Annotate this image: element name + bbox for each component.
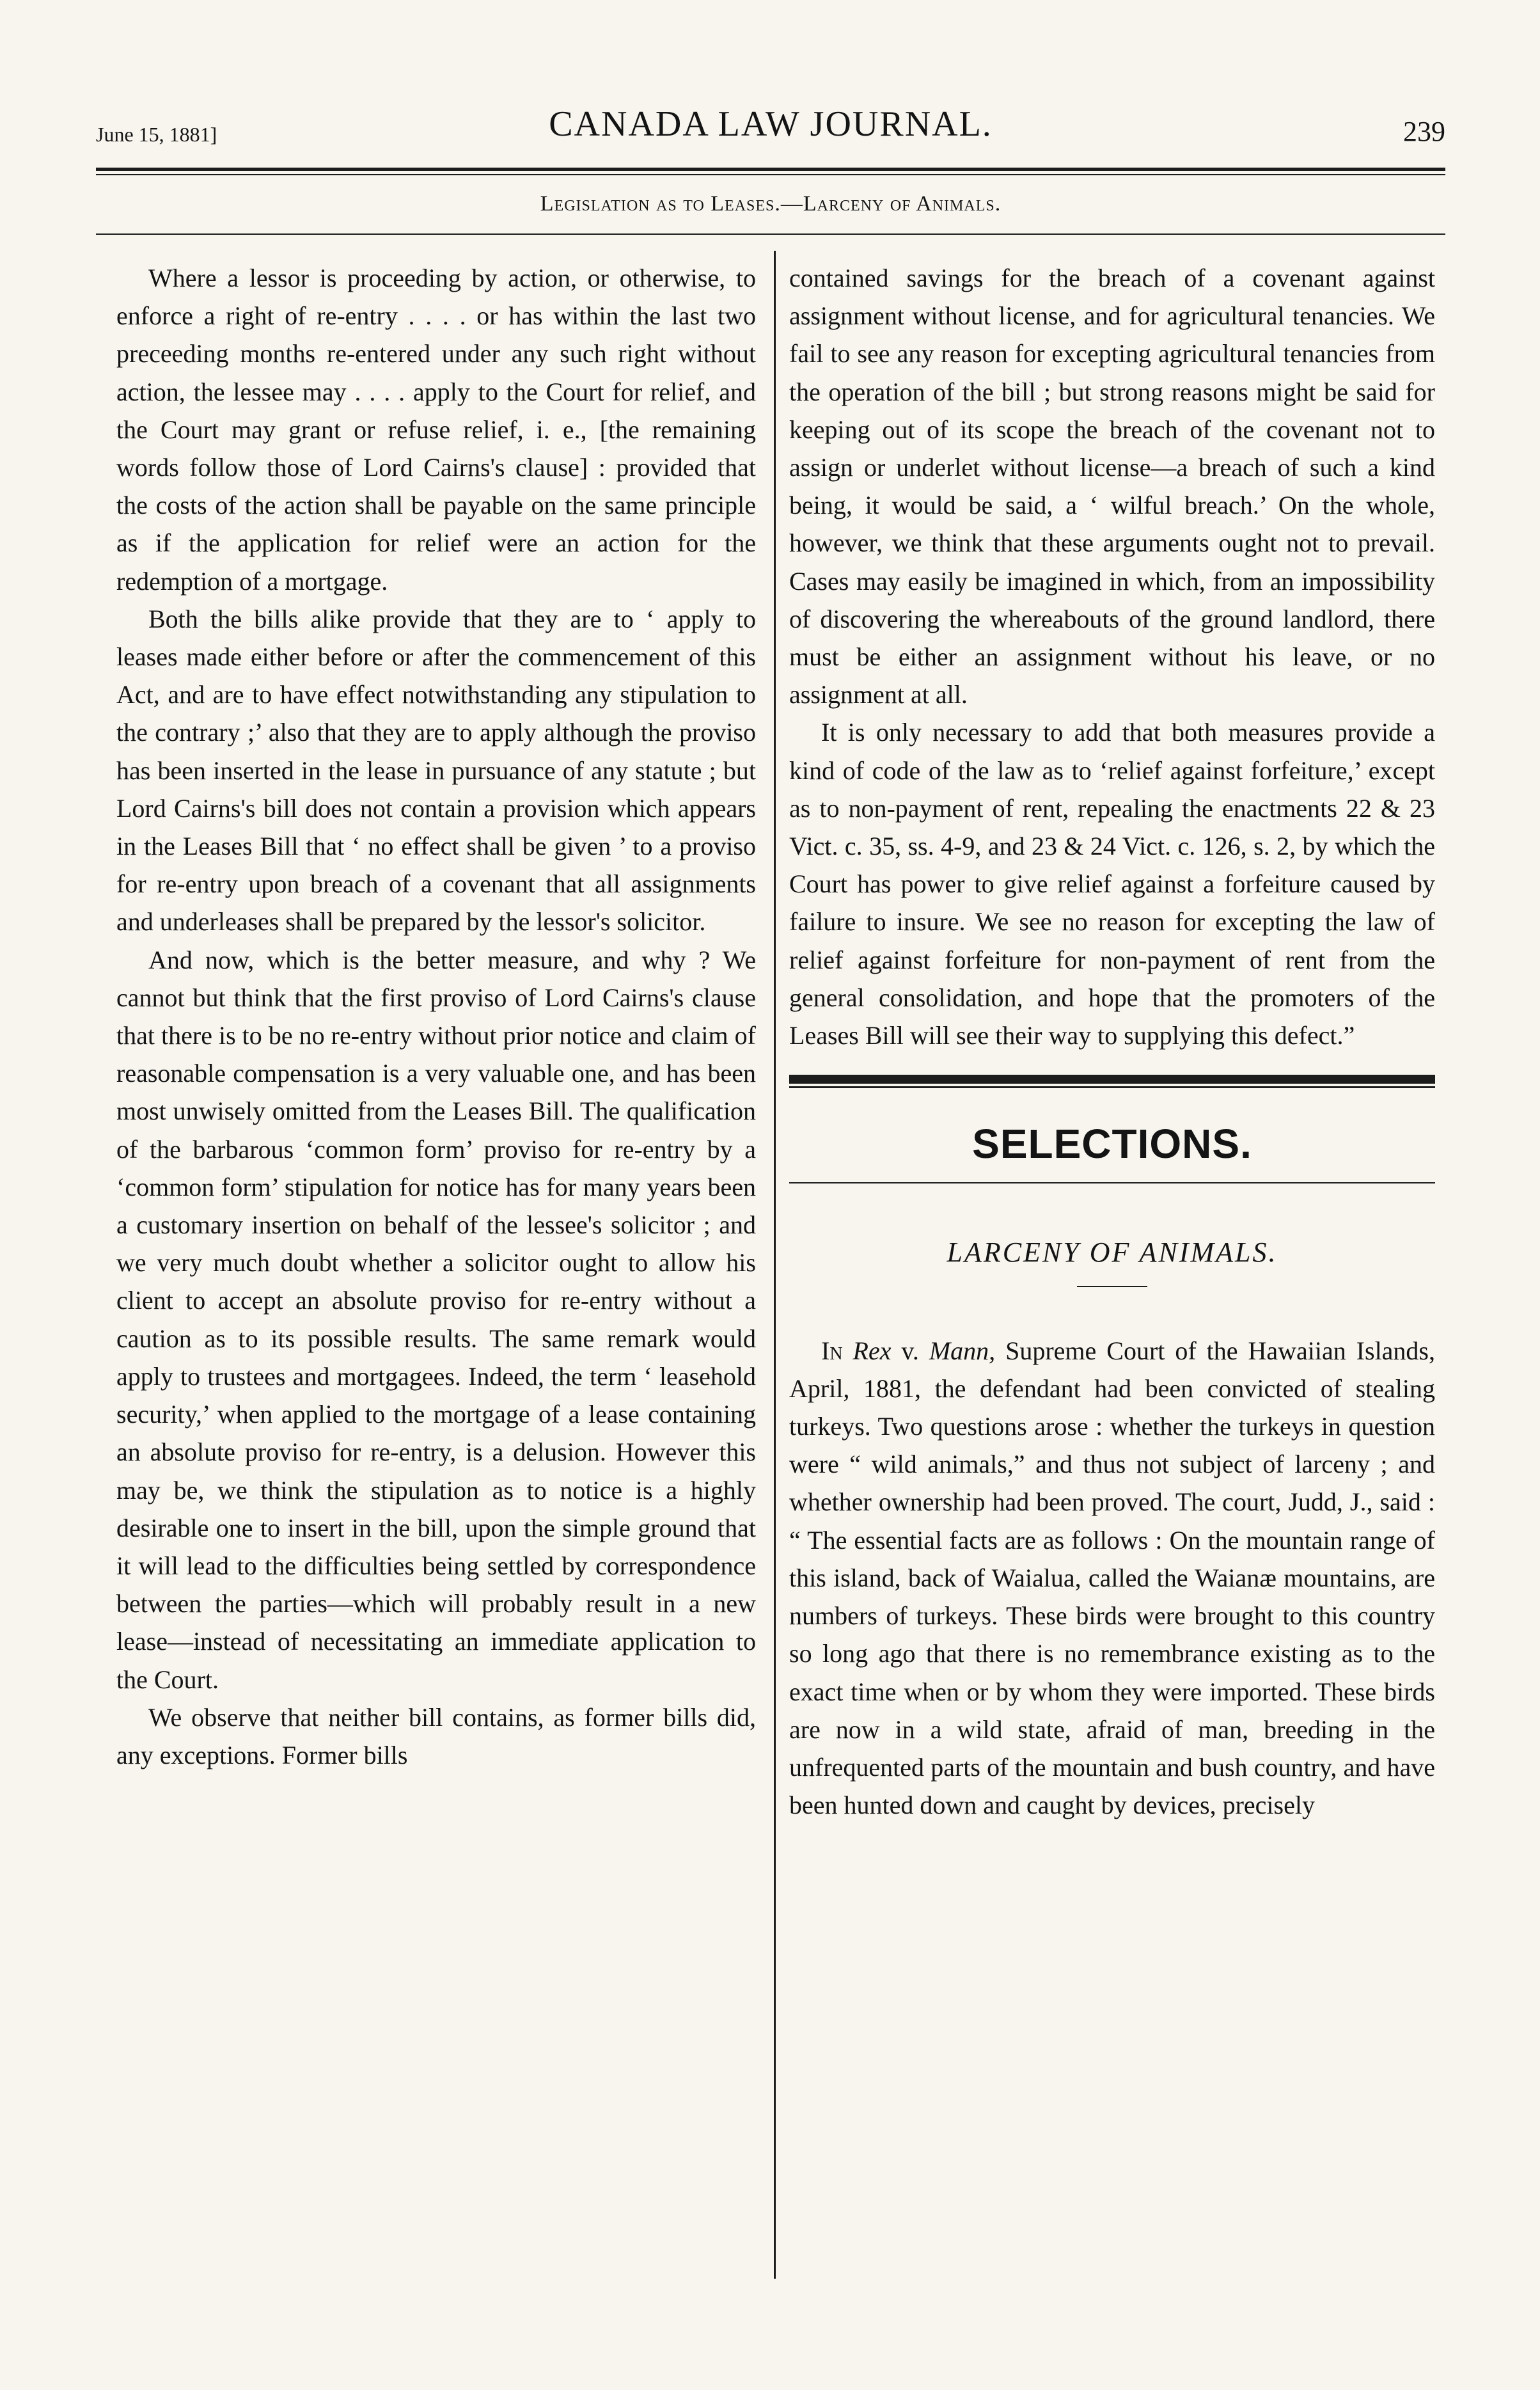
issue-date: June 15, 1881] — [96, 123, 217, 146]
left-paragraph-3: And now, which is the better measure, and why ? We cannot but think that the first proviso of Lord Cairns's clause that there is to be no re-entry without prior notice and claim of reasonable compensation is a very valuable one, and has been most unwisely omitted from the Leases Bill. The qualification of the barbarous ‘common form’ proviso for re-entry by a ‘common form’ stipulation for notice has for many years been a customary insertion on behalf of the lessee's solicitor ; and we very much doubt whether a solicitor ought to allow his client to accept an absolute proviso for re-entry without a caution as to its possible results. The same remark would apply to trustees and mortgagees. Indeed, the term ‘ leasehold security,’ when applied to the mortgage of a lease containing an absolute proviso for re-entry, is a delusion. However this may be, we think the stipulation as to notice is a highly desirable one to insert in the bill, upon the simple ground that it will lead to the difficulties being settled by correspondence between the parties—which will probably result in a new lease—instead of necessitating an immediate application to the Court. — [116, 945, 756, 1694]
left-column — [116, 259, 756, 1774]
separator-thin — [789, 1086, 1435, 1088]
article-title: LARCENY OF ANIMALS. — [947, 1237, 1278, 1269]
drop-cap: In — [821, 1336, 843, 1365]
article-rule — [1077, 1286, 1147, 1287]
left-paragraph-2: Both the bills alike provide that they are to ‘ apply to leases made either before or after the commencement of this Act, and are to have effect notwithstanding any stipulation to the contrary ;’ also that they are to apply although the proviso has been inserted in the lease in pursuance of any statute ; but Lord Cairns's bill does not contain a provision which appears in the Leases Bill that ‘ no effect shall be given ’ to a proviso for re-entry upon breach of a covenant that all assignments and underleases shall be prepared by the lessor's solicitor. — [116, 604, 756, 937]
left-paragraph-4: We observe that neither bill contains, as former bills did, any exceptions. Former bills — [116, 1702, 756, 1769]
running-head-rule — [96, 233, 1445, 235]
page-number: 239 — [1403, 116, 1445, 147]
journal-title: CANADA LAW JOURNAL. — [549, 104, 993, 144]
case-party: Mann, — [929, 1336, 996, 1365]
case-name: Rex — [852, 1336, 892, 1365]
section-rule — [789, 1182, 1435, 1183]
case-versus: v. — [891, 1336, 929, 1365]
article-body: Supreme Court of the Hawaiian Islands, April, 1881, the defendant had been convicted of stealing turkeys. Two questions arose : whether the turkeys in question were “ wild animals,” and thus not subject of larceny ; and whether ownership had been proved. The court, Judd, J., said : “ The essential facts are as follows : On the mountain range of this island, back of Waialua, called the Waianæ mountains, are numbers of turkeys. These birds were brought to this country so long ago that there is no remembrance existing as to the exact time when or by whom they were imported. These birds are now in a wild state, afraid of man, breeding in the unfrequented parts of the mountain and bush country, and have been hunted down and caught by devices, precisely — [789, 1336, 1436, 1820]
right-column — [789, 259, 1435, 1824]
page-header — [96, 96, 1445, 160]
right-paragraph-3 — [789, 1332, 1435, 1824]
header-rule-thick — [96, 168, 1445, 171]
running-head: Legislation as to Leases.—Larceny of Animals. — [540, 192, 1002, 216]
right-paragraph-1: contained savings for the breach of a covenant against assignment without license, and for agricultural tenancies. We fail to see any reason for excepting agricultural tenancies from the operation of the bill ; but strong reasons might be said for keeping out of its scope the breach of the covenant not to assign or underlet without license—a breach of such a kind being, it would be said, a ‘ wilful breach.’ On the whole, however, we think that these arguments ought not to prevail. Cases may easily be imagined in which, from an impossibility of discovering the whereabouts of the ground landlord, there must be either an assignment without his leave, or no assignment at all. — [789, 264, 1435, 709]
section-title: SELECTIONS. — [972, 1121, 1252, 1167]
separator-thick — [789, 1075, 1435, 1084]
section-separator — [789, 1075, 1435, 1088]
column-divider — [774, 251, 776, 2279]
right-paragraph-2: It is only necessary to add that both measures provide a kind of code of the law as to ‘relief against forfeiture,’ except as to non-payment of rent, repealing the enactments 22 & 23 Vict. c. 35, ss. 4-9, and 23 & 24 Vict. c. 126, s. 2, by which the Court has power to give relief against a forfeiture caused by failure to insure. We see no reason for excepting the law of relief against forfeiture for non-payment of rent from the general consolidation, and hope that the promoters of the Leases Bill will see their way to supplying this defect.” — [789, 718, 1435, 1050]
left-paragraph-1: Where a lessor is proceeding by action, or otherwise, to enforce a right of re-entry . . . . or has within the last two preceeding months re-entered under any such right without action, the lessee may . . . . apply to the Court for relief, and the Court may grant or refuse relief, i. e., [the remaining words follow those of Lord Cairns's clause] : provided that the costs of the action shall be payable on the same principle as if the application for relief were an action for the redemption of a mortgage. — [116, 264, 756, 596]
header-rule-thin — [96, 174, 1445, 175]
